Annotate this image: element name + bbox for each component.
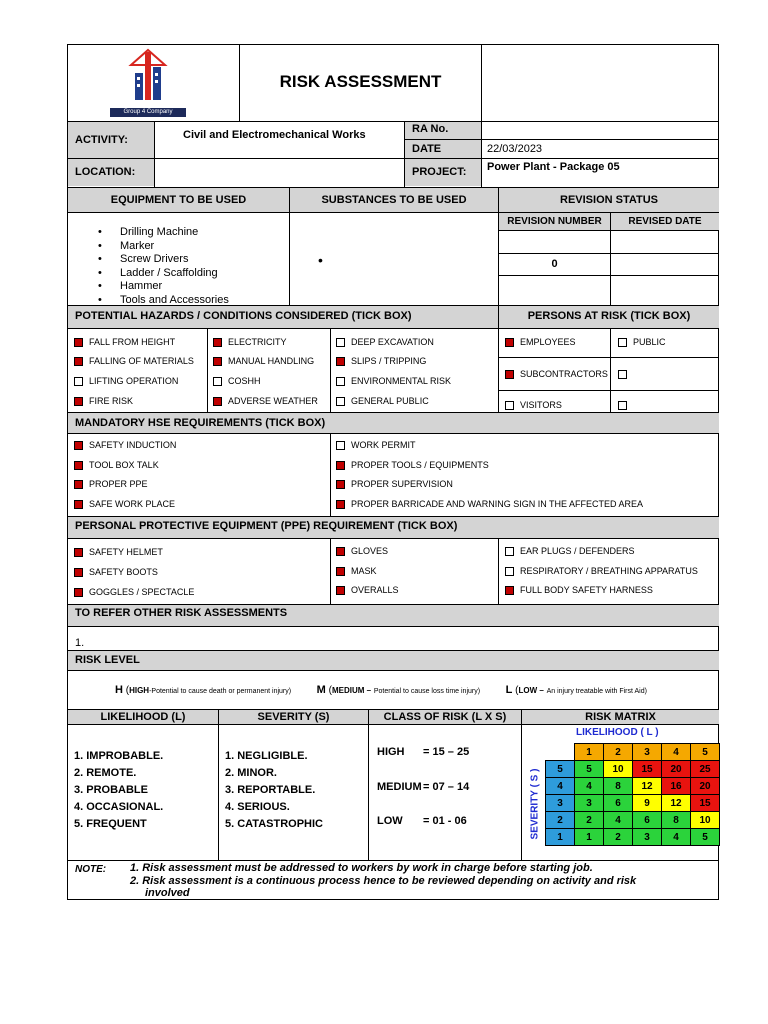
checkbox[interactable] bbox=[505, 338, 514, 347]
high-desc: -Potential to cause death or permanent injury) bbox=[149, 688, 292, 695]
checkbox[interactable] bbox=[74, 397, 83, 406]
risk-level-header: RISK LEVEL bbox=[75, 654, 140, 666]
equipment-item: • Hammer bbox=[98, 280, 229, 294]
hazard-item-label: MANUAL HANDLING bbox=[228, 356, 315, 366]
matrix-severity-label bbox=[525, 769, 545, 839]
checkbox[interactable] bbox=[505, 401, 514, 410]
ppe-item[interactable] bbox=[505, 565, 698, 577]
hazard-item[interactable] bbox=[336, 375, 451, 387]
low-word: LOW – bbox=[518, 686, 544, 695]
hazard-item-label: DEEP EXCAVATION bbox=[351, 337, 434, 347]
matrix-severity-text: SEVERITY ( S ) bbox=[529, 768, 541, 840]
ppe-item-label: MASK bbox=[351, 566, 377, 576]
hse-item-label: SAFE WORK PLACE bbox=[89, 499, 176, 509]
severity-item: 5. CATASTROPHIC bbox=[225, 818, 323, 830]
checkbox[interactable] bbox=[618, 401, 627, 410]
matrix-row bbox=[546, 795, 720, 812]
risk-matrix bbox=[545, 743, 720, 846]
equipment-header: EQUIPMENT TO BE USED bbox=[110, 194, 247, 206]
refer-header: TO REFER OTHER RISK ASSESSMENTS bbox=[75, 607, 288, 619]
hse-item-label: PROPER PPE bbox=[89, 479, 148, 489]
severity-item: 1. NEGLIGIBLE. bbox=[225, 750, 308, 762]
person-at-risk-item-label: PUBLIC bbox=[633, 337, 666, 347]
person-at-risk-item[interactable] bbox=[618, 336, 666, 348]
low-desc: An injury treatable with First Aid) bbox=[546, 688, 647, 695]
high-word: HIGH bbox=[129, 686, 150, 695]
revision-number-value[interactable]: 0 bbox=[551, 258, 558, 270]
hazard-item-label: FALLING OF MATERIALS bbox=[89, 356, 194, 366]
note-label: NOTE: bbox=[75, 864, 107, 875]
matrix-likelihood-cell: 3 bbox=[633, 744, 662, 761]
matrix-score-cell: 2 bbox=[575, 812, 604, 829]
hazard-item-label: ENVIRONMENTAL RISK bbox=[351, 376, 452, 386]
matrix-score-cell: 4 bbox=[575, 778, 604, 795]
hazard-item[interactable] bbox=[213, 395, 318, 407]
hse-item[interactable] bbox=[74, 498, 175, 510]
hse-item[interactable] bbox=[336, 459, 489, 471]
matrix-score-cell: 2 bbox=[604, 829, 633, 846]
hazard-item[interactable] bbox=[74, 375, 178, 387]
checkbox[interactable] bbox=[74, 548, 83, 557]
class-medium-label: MEDIUM bbox=[377, 781, 422, 793]
checkbox[interactable] bbox=[505, 547, 514, 556]
hazard-item-label: COSHH bbox=[228, 376, 261, 386]
matrix-likelihood-cell: 1 bbox=[575, 744, 604, 761]
hse-item-label: PROPER SUPERVISION bbox=[351, 479, 453, 489]
ppe-item[interactable] bbox=[74, 566, 158, 578]
substances-bullet: • bbox=[318, 252, 323, 268]
person-at-risk-item-label: VISITORS bbox=[520, 400, 562, 410]
checkbox[interactable] bbox=[74, 568, 83, 577]
matrix-score-cell: 6 bbox=[604, 795, 633, 812]
likelihood-item: 2. REMOTE. bbox=[74, 767, 137, 779]
hse-item-label: PROPER BARRICADE AND WARNING SIGN IN THE AFFECTED AREA bbox=[351, 499, 644, 509]
matrix-score-cell: 4 bbox=[662, 829, 691, 846]
severity-item: 2. MINOR. bbox=[225, 767, 277, 779]
high-letter: H bbox=[115, 684, 123, 696]
checkbox[interactable] bbox=[336, 567, 345, 576]
hazard-item-label: LIFTING OPERATION bbox=[89, 376, 179, 386]
checkbox[interactable] bbox=[74, 461, 83, 470]
person-at-risk-item[interactable] bbox=[618, 399, 633, 411]
class-high bbox=[377, 746, 470, 758]
matrix-row bbox=[546, 812, 720, 829]
equipment-item: • Screw Drivers bbox=[98, 253, 229, 267]
ppe-item[interactable] bbox=[505, 545, 635, 557]
person-at-risk-item[interactable] bbox=[505, 399, 562, 411]
likelihood-item: 1. IMPROBABLE. bbox=[74, 750, 164, 762]
matrix-score-cell: 10 bbox=[691, 812, 720, 829]
matrix-likelihood-cell: 2 bbox=[604, 744, 633, 761]
severity-item: 4. SERIOUS. bbox=[225, 801, 290, 813]
note-line-3: involved bbox=[145, 887, 190, 899]
revised-date-header: REVISED DATE bbox=[628, 216, 702, 227]
checkbox[interactable] bbox=[74, 441, 83, 450]
ppe-item[interactable] bbox=[74, 586, 194, 598]
checkbox[interactable] bbox=[74, 500, 83, 509]
checkbox[interactable] bbox=[74, 377, 83, 386]
checkbox[interactable] bbox=[505, 567, 514, 576]
hazard-item[interactable] bbox=[74, 395, 133, 407]
hse-item[interactable] bbox=[74, 478, 148, 490]
matrix-score-cell: 16 bbox=[662, 778, 691, 795]
matrix-score-cell: 5 bbox=[691, 829, 720, 846]
checkbox[interactable] bbox=[618, 370, 627, 379]
class-medium bbox=[377, 781, 470, 793]
ppe-item-label: GLOVES bbox=[351, 546, 389, 556]
ppe-item[interactable] bbox=[336, 565, 377, 577]
ppe-item[interactable] bbox=[336, 545, 388, 557]
likelihood-item: 4. OCCASIONAL. bbox=[74, 801, 164, 813]
matrix-score-cell: 15 bbox=[633, 761, 662, 778]
checkbox[interactable] bbox=[336, 461, 345, 470]
checkbox[interactable] bbox=[74, 338, 83, 347]
class-high-label: HIGH bbox=[377, 746, 405, 758]
equipment-item: • Drilling Machine bbox=[98, 226, 229, 240]
ppe-item-label: OVERALLS bbox=[351, 585, 399, 595]
matrix-severity-cell: 1 bbox=[546, 829, 575, 846]
checkbox[interactable] bbox=[505, 586, 514, 595]
matrix-score-cell: 5 bbox=[575, 761, 604, 778]
checkbox[interactable] bbox=[505, 370, 514, 379]
hazard-item[interactable] bbox=[74, 355, 194, 367]
low-letter: L bbox=[505, 684, 513, 696]
person-at-risk-item-label: SUBCONTRACTORS bbox=[520, 369, 608, 379]
hse-item[interactable] bbox=[74, 459, 159, 471]
equipment-list bbox=[98, 226, 229, 307]
hse-item-label: PROPER TOOLS / EQUIPMENTS bbox=[351, 460, 489, 470]
matrix-row bbox=[546, 829, 720, 846]
hazard-item-label: GENERAL PUBLIC bbox=[351, 396, 429, 406]
severity-header: SEVERITY (S) bbox=[257, 711, 330, 723]
checkbox[interactable] bbox=[336, 377, 345, 386]
hse-header: MANDATORY HSE REQUIREMENTS (TICK BOX) bbox=[75, 417, 326, 429]
date-value[interactable]: 22/03/2023 bbox=[487, 143, 543, 155]
medium-word: MEDIUM – bbox=[331, 686, 372, 695]
ppe-item-label: RESPIRATORY / BREATHING APPARATUS bbox=[520, 566, 698, 576]
matrix-score-cell: 20 bbox=[691, 778, 720, 795]
matrix-severity-cell: 4 bbox=[546, 778, 575, 795]
checkbox[interactable] bbox=[336, 397, 345, 406]
matrix-likelihood-cell: 5 bbox=[691, 744, 720, 761]
class-low bbox=[377, 815, 467, 827]
risk-matrix-header: RISK MATRIX bbox=[585, 711, 656, 723]
class-high-range: = 15 – 25 bbox=[423, 746, 470, 758]
hse-item[interactable] bbox=[336, 439, 416, 451]
matrix-score-cell: 20 bbox=[662, 761, 691, 778]
equipment-item: • Tools and Accessories bbox=[98, 294, 229, 308]
persons-at-risk-header: PERSONS AT RISK (TICK BOX) bbox=[527, 310, 691, 322]
checkbox[interactable] bbox=[213, 377, 222, 386]
matrix-score-cell: 12 bbox=[662, 795, 691, 812]
ra-number-value[interactable] bbox=[487, 123, 715, 137]
matrix-score-cell: 8 bbox=[662, 812, 691, 829]
likelihood-item: 3. PROBABLE bbox=[74, 784, 148, 796]
matrix-likelihood-label: LIKELIHOOD ( L ) bbox=[576, 727, 659, 738]
ppe-item-label: SAFETY HELMET bbox=[89, 547, 163, 557]
equipment-item: • Ladder / Scaffolding bbox=[98, 267, 229, 281]
class-low-range: = 01 - 06 bbox=[423, 815, 467, 827]
matrix-severity-cell: 5 bbox=[546, 761, 575, 778]
medium-letter: M bbox=[316, 684, 326, 696]
hazard-item[interactable] bbox=[336, 355, 426, 367]
note-line-1: 1. Risk assessment must be addressed to workers by work in charge before starting job. bbox=[130, 862, 593, 874]
ppe-item-label: FULL BODY SAFETY HARNESS bbox=[520, 585, 653, 595]
checkbox[interactable] bbox=[213, 397, 222, 406]
revision-status-header: REVISION STATUS bbox=[560, 194, 658, 206]
severity-list bbox=[225, 748, 323, 833]
person-at-risk-item[interactable] bbox=[618, 368, 633, 380]
hazard-item-label: ADVERSE WEATHER bbox=[228, 396, 318, 406]
ppe-item[interactable] bbox=[505, 584, 653, 596]
matrix-score-cell: 3 bbox=[633, 829, 662, 846]
matrix-score-cell: 10 bbox=[604, 761, 633, 778]
checkbox[interactable] bbox=[336, 338, 345, 347]
matrix-row bbox=[546, 761, 720, 778]
matrix-severity-cell: 3 bbox=[546, 795, 575, 812]
matrix-likelihood-cell: 4 bbox=[662, 744, 691, 761]
matrix-score-cell: 12 bbox=[633, 778, 662, 795]
matrix-corner-cell bbox=[546, 744, 575, 761]
activity-label: ACTIVITY: bbox=[75, 134, 128, 146]
checkbox[interactable] bbox=[213, 338, 222, 347]
ppe-item-label: GOGGLES / SPECTACLE bbox=[89, 587, 195, 597]
matrix-score-cell: 25 bbox=[691, 761, 720, 778]
ppe-header: PERSONAL PROTECTIVE EQUIPMENT (PPE) REQUIREMENT (TICK BOX) bbox=[75, 520, 458, 532]
matrix-severity-cell: 2 bbox=[546, 812, 575, 829]
checkbox[interactable] bbox=[336, 547, 345, 556]
matrix-score-cell: 1 bbox=[575, 829, 604, 846]
checkbox[interactable] bbox=[74, 480, 83, 489]
hazards-header: POTENTIAL HAZARDS / CONDITIONS CONSIDERED (TICK BOX) bbox=[75, 310, 412, 322]
ppe-item-label: EAR PLUGS / DEFENDERS bbox=[520, 546, 635, 556]
person-at-risk-item[interactable] bbox=[505, 368, 608, 380]
checkbox[interactable] bbox=[336, 500, 345, 509]
hse-item[interactable] bbox=[336, 498, 643, 510]
checkbox[interactable] bbox=[336, 586, 345, 595]
likelihood-item: 5. FREQUENT bbox=[74, 818, 147, 830]
matrix-score-cell: 3 bbox=[575, 795, 604, 812]
hse-item[interactable] bbox=[336, 478, 453, 490]
hazard-item[interactable] bbox=[213, 355, 314, 367]
ra-number-label: RA No. bbox=[412, 123, 449, 135]
logo-caption: Group 4 Company bbox=[123, 109, 173, 115]
project-value[interactable]: Power Plant - Package 05 bbox=[487, 161, 620, 173]
severity-item: 3. REPORTABLE. bbox=[225, 784, 316, 796]
hse-item-label: WORK PERMIT bbox=[351, 440, 416, 450]
matrix-score-cell: 15 bbox=[691, 795, 720, 812]
checkbox[interactable] bbox=[618, 338, 627, 347]
person-at-risk-item[interactable] bbox=[505, 336, 576, 348]
matrix-header-row bbox=[546, 744, 720, 761]
hazard-item[interactable] bbox=[336, 336, 434, 348]
location-value[interactable] bbox=[160, 166, 400, 180]
matrix-row bbox=[546, 778, 720, 795]
hazard-item-label: FIRE RISK bbox=[89, 396, 134, 406]
project-label: PROJECT: bbox=[412, 166, 467, 178]
checkbox[interactable] bbox=[213, 357, 222, 366]
hazard-item-label: FALL FROM HEIGHT bbox=[89, 337, 176, 347]
matrix-score-cell: 8 bbox=[604, 778, 633, 795]
checkbox[interactable] bbox=[336, 357, 345, 366]
hazard-item[interactable] bbox=[336, 395, 429, 407]
class-medium-range: = 07 – 14 bbox=[423, 781, 470, 793]
form-title: RISK ASSESSMENT bbox=[279, 72, 442, 91]
ppe-item-label: SAFETY BOOTS bbox=[89, 567, 158, 577]
revision-number-header: REVISION NUMBER bbox=[507, 216, 602, 227]
hazard-item-label: ELECTRICITY bbox=[228, 337, 287, 347]
date-label: DATE bbox=[412, 143, 442, 155]
equipment-item: • Marker bbox=[98, 240, 229, 254]
hazard-item[interactable] bbox=[213, 336, 287, 348]
class-low-label: LOW bbox=[377, 815, 403, 827]
matrix-score-cell: 4 bbox=[604, 812, 633, 829]
risk-level-legend: H (HIGH-Potential to cause death or permanent injury) M (MEDIUM – Potential to cause loss time injury) L (LOW – An injury treatable with First Aid) bbox=[115, 684, 647, 696]
likelihood-header: LIKELIHOOD (L) bbox=[100, 711, 186, 723]
hazard-item[interactable] bbox=[213, 375, 261, 387]
note-line-2: 2. Risk assessment is a continuous process hence to be reviewed depending on activity and risk bbox=[130, 875, 637, 887]
hse-item-label: TOOL BOX TALK bbox=[89, 460, 159, 470]
checkbox[interactable] bbox=[74, 588, 83, 597]
hazard-item-label: SLIPS / TRIPPING bbox=[351, 356, 427, 366]
substances-header: SUBSTANCES TO BE USED bbox=[321, 194, 467, 206]
medium-desc: Potential to cause loss time injury) bbox=[373, 688, 481, 695]
checkbox[interactable] bbox=[74, 357, 83, 366]
checkbox[interactable] bbox=[336, 441, 345, 450]
person-at-risk-item-label: EMPLOYEES bbox=[520, 337, 576, 347]
hse-item-label: SAFETY INDUCTION bbox=[89, 440, 177, 450]
matrix-score-cell: 9 bbox=[633, 795, 662, 812]
hse-item[interactable] bbox=[74, 439, 176, 451]
ppe-item[interactable] bbox=[336, 584, 399, 596]
class-of-risk-header: CLASS OF RISK (L X S) bbox=[383, 711, 507, 723]
likelihood-list bbox=[74, 748, 163, 833]
refer-item[interactable]: 1. bbox=[75, 637, 85, 649]
hazard-item[interactable] bbox=[74, 336, 175, 348]
location-label: LOCATION: bbox=[75, 166, 136, 178]
activity-value[interactable]: Civil and Electromechanical Works bbox=[183, 129, 366, 141]
matrix-score-cell: 6 bbox=[633, 812, 662, 829]
checkbox[interactable] bbox=[336, 480, 345, 489]
ppe-item[interactable] bbox=[74, 546, 163, 558]
